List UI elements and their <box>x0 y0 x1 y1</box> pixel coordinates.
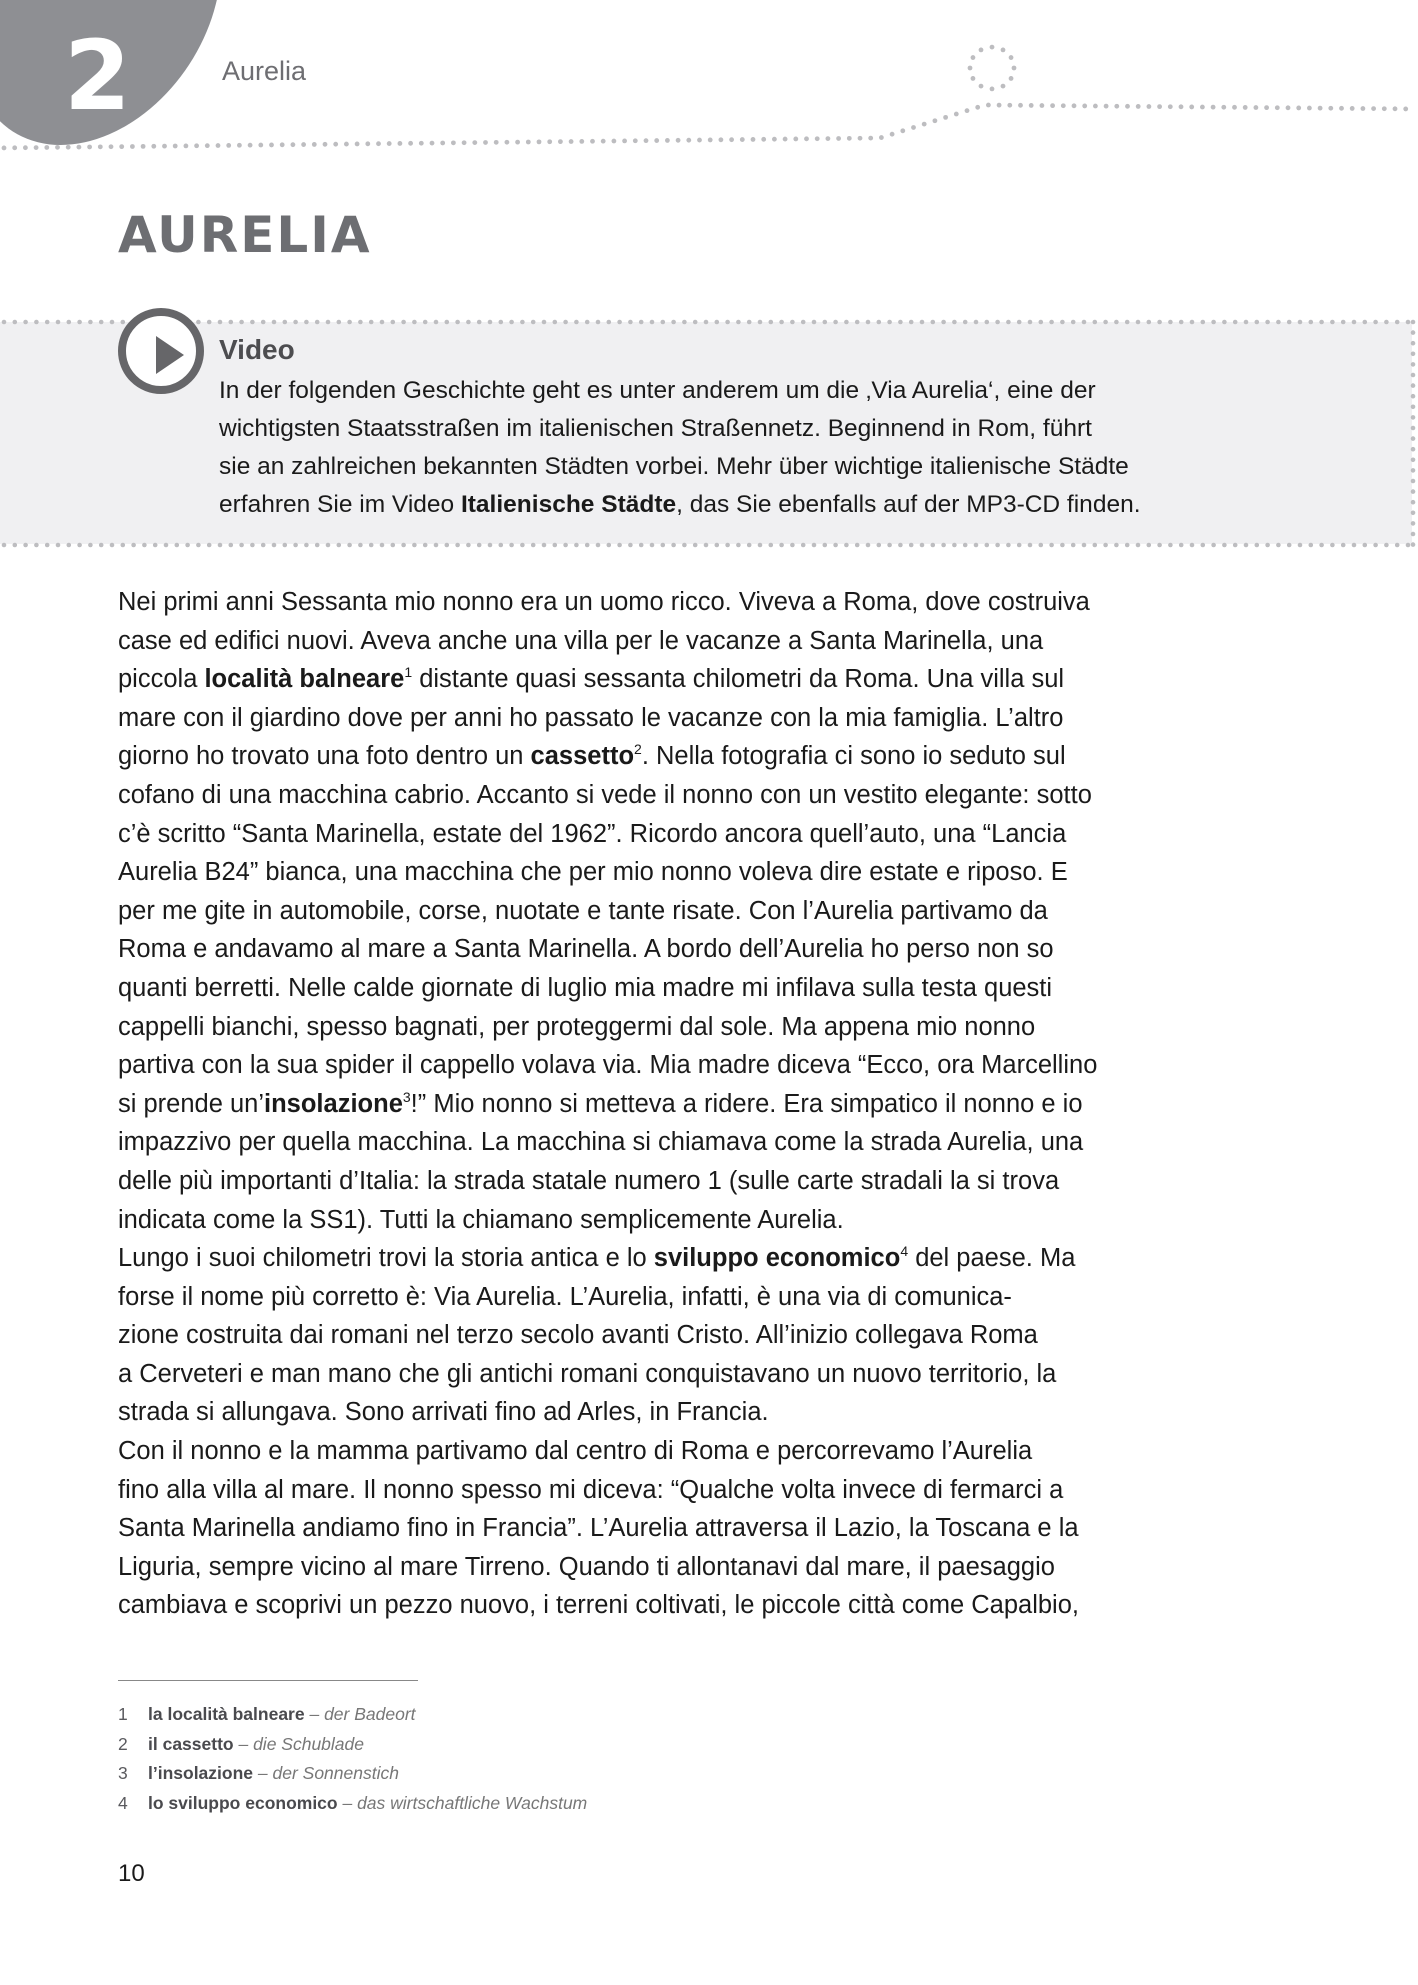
text: distante quasi sessanta chilometri da Roma. Una villa sul <box>412 665 1065 694</box>
text-line: case ed edifici nuovi. Aveva anche una villa per le vacanze a Santa Marinella, una <box>118 626 1044 655</box>
text-line: partiva con la sua spider il cappello volava via. Mia madre diceva “Ecco, ora Marcellino <box>118 1051 1098 1080</box>
text-line <box>118 660 1308 699</box>
footnote-ref[interactable]: 2 <box>634 741 642 758</box>
text: giorno ho trovato una foto dentro un <box>118 742 531 771</box>
text-line: zione costruita dai romani nel terzo secolo avanti Cristo. All’inizio collegava Roma <box>118 1321 1038 1350</box>
text-line: Liguria, sempre vicino al mare Tirreno. Quando ti allontanavi dal mare, il paesaggio <box>118 1552 1055 1581</box>
footnote-ref[interactable]: 4 <box>900 1243 909 1260</box>
text-line: Con il nonno e la mamma partivamo dal centro di Roma e percorrevamo l’Aurelia <box>118 1437 1033 1466</box>
text-line: cappelli bianchi, spesso bagnati, per proteggermi dal sole. Ma appena mio nonno <box>118 1012 1036 1041</box>
text-line: Santa Marinella andiamo fino in Francia”. L’Aurelia attraversa il Lazio, la Toscana e la <box>118 1514 1079 1543</box>
footnote-separator: – <box>337 1792 358 1813</box>
text: . Nella fotografia ci sono io seduto sul <box>641 742 1066 771</box>
text-line: Aurelia B24” bianca, una macchina che per mio nonno voleva dire estate e riposo. E <box>118 858 1068 887</box>
text: del paese. Ma <box>908 1244 1076 1273</box>
text-line: a Cerveteri e man mano che gli antichi romani conquistavano un nuovo territorio, la <box>118 1359 1057 1388</box>
text-line: Nei primi anni Sessanta mio nonno era un uomo ricco. Viveva a Roma, dove costruiva <box>118 588 1090 616</box>
footnote-number: 1 <box>118 1704 128 1724</box>
footnote-number: 3 <box>118 1763 128 1783</box>
text-line: Roma e andavamo al mare a Santa Marinella. A bordo dell’Aurelia ho perso non so <box>118 935 1054 964</box>
text-line <box>118 737 1308 776</box>
footnote-separator: – <box>304 1704 325 1724</box>
footnote-ref[interactable]: 3 <box>402 1088 411 1105</box>
text-line: c’è scritto “Santa Marinella, estate del 1962”. Ricordo ancora quell’auto, una “Lancia <box>118 819 1067 848</box>
running-title: Aurelia <box>222 56 307 86</box>
text-line: cambiava e scoprivi un pezzo nuovo, i terreni coltivati, le piccole città come Capalbio, <box>118 1591 1079 1620</box>
text-line: strada si allungava. Sono arrivati fino ad Arles, in Francia. <box>118 1398 769 1427</box>
video-link-title: Italienische Städte <box>460 491 677 518</box>
footnote-divider <box>118 1680 418 1681</box>
text: si prende un’ <box>118 1089 265 1118</box>
footnote-separator: – <box>253 1763 273 1783</box>
footnote-number: 2 <box>118 1733 128 1754</box>
video-text-line: In der folgenden Geschichte geht es unter anderem um die ‚Via Aurelia‘, eine der <box>219 377 1096 404</box>
text-line <box>118 1239 1308 1278</box>
text-line: fino alla villa al mare. Il nonno spesso mi diceva: “Qualche volta invece di fermarci a <box>118 1475 1064 1504</box>
footnote-item <box>118 1730 587 1760</box>
footnote-translation: der Badeort <box>324 1704 416 1724</box>
footnote-translation: das wirtschaftliche Wachstum <box>357 1792 588 1813</box>
footnote-term: la località balneare <box>148 1704 305 1724</box>
text-line: quanti berretti. Nelle calde giornate di luglio mia madre mi infilava sulla testa questi <box>118 973 1053 1002</box>
text-line: delle più importanti d’Italia: la strada statale numero 1 (sulle carte stradali la si trova <box>118 1166 1060 1195</box>
footnote-ref[interactable]: 1 <box>404 664 413 681</box>
text: !” Mio nonno si metteva a ridere. Era simpatico il nonno e io <box>410 1089 1083 1118</box>
text: piccola <box>118 665 205 694</box>
glossary-term: località balneare <box>204 665 405 694</box>
text: , das Sie ebenfalls auf der MP3-CD finden. <box>676 491 1141 518</box>
video-text-line <box>219 486 1259 524</box>
text-line: per me gite in automobile, corse, nuotate e tante risate. Con l’Aurelia partivamo da <box>118 896 1048 925</box>
page-title: AURELIA <box>118 206 372 264</box>
footnote-item <box>118 1700 587 1730</box>
footnote-term: lo sviluppo economico <box>148 1792 338 1813</box>
play-icon[interactable] <box>118 308 204 394</box>
text: Lungo i suoi chilometri trovi la storia antica e lo <box>118 1244 654 1273</box>
text: erfahren Sie im Video <box>219 491 461 518</box>
text-line: mare con il giardino dove per anni ho passato le vacanze con la mia famiglia. L’altro <box>118 703 1064 732</box>
text-line: forse il nome più corretto è: Via Aurelia. L’Aurelia, infatti, è una via di comunica- <box>118 1282 1012 1311</box>
footnote-translation: der Sonnenstich <box>272 1763 399 1783</box>
footnote-separator: – <box>233 1733 254 1754</box>
footnote-number: 4 <box>118 1792 128 1813</box>
video-box-title: Video <box>219 334 295 365</box>
chapter-number: 2 <box>64 20 131 132</box>
text-line: impazzivo per quella macchina. La macchina si chiamava come la strada Aurelia, una <box>118 1128 1084 1157</box>
glossary-term: sviluppo economico <box>653 1244 901 1273</box>
footnote-item <box>118 1759 587 1789</box>
footnotes-list <box>118 1700 587 1818</box>
video-box-text <box>219 372 1259 524</box>
glossary-term: insolazione <box>264 1089 403 1118</box>
video-text-line: sie an zahlreichen bekannten Städten vorbei. Mehr über wichtige italienische Städte <box>219 453 1129 480</box>
story-text <box>118 583 1308 1625</box>
footnote-item <box>118 1789 587 1819</box>
footnote-translation: die Schublade <box>253 1733 364 1754</box>
text-line <box>118 1085 1308 1124</box>
text-line: indicata come la SS1). Tutti la chiamano semplicemente Aurelia. <box>118 1205 844 1234</box>
footnote-term: il cassetto <box>148 1733 234 1754</box>
glossary-term: cassetto <box>530 742 635 771</box>
footnote-term: l’insolazione <box>148 1763 254 1783</box>
video-text-line: wichtigsten Staatsstraßen im italienischen Straßennetz. Beginnend in Rom, führt <box>219 415 1092 442</box>
page-number: 10 <box>118 1860 145 1887</box>
text-line: cofano di una macchina cabrio. Accanto si vede il nonno con un vestito elegante: sotto <box>118 780 1092 809</box>
